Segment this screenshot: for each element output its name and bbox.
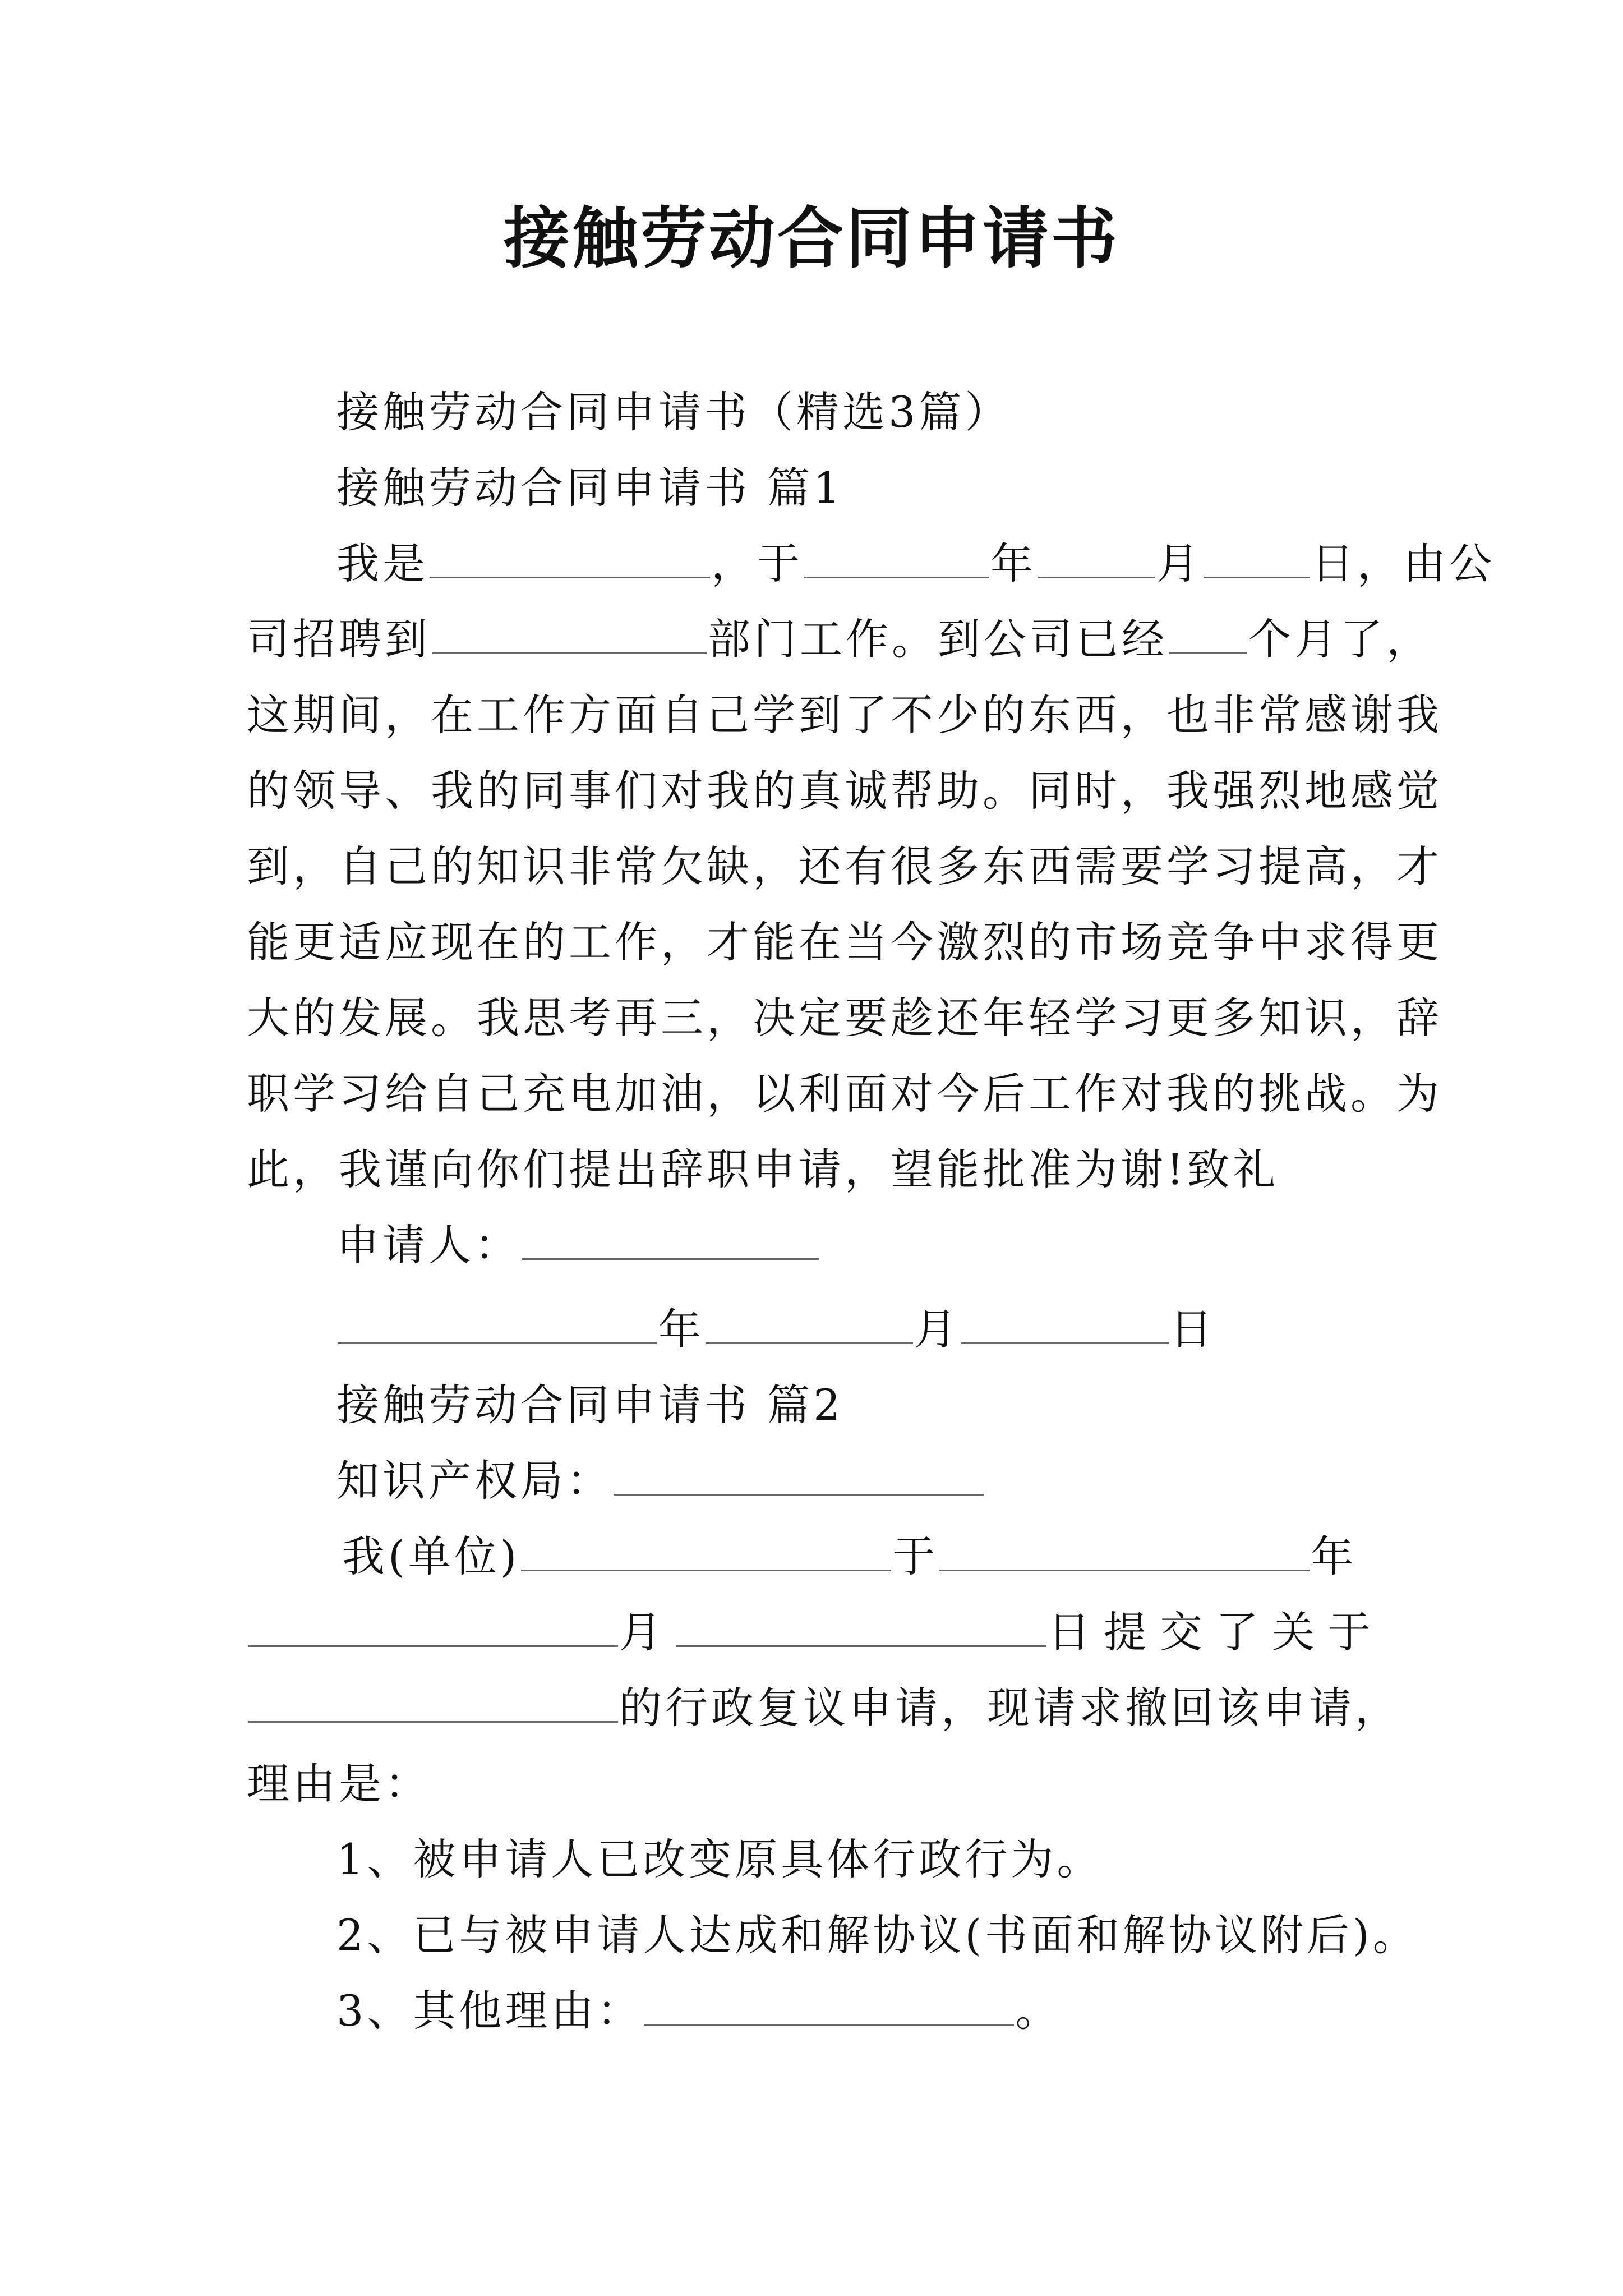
subject-blank xyxy=(248,1684,618,1723)
reason-item-2: 2、已与被申请人达成和解协议(书面和解协议附后)。 xyxy=(336,1910,1419,1960)
other-reason-blank xyxy=(644,1987,1014,2026)
part1-line-1: 我是 ，于 年 月 日，由公 xyxy=(336,539,1495,588)
office-line: 知识产权局： xyxy=(336,1450,985,1512)
submit-day-blank xyxy=(676,1608,1046,1647)
part2-line-2: 月 日提交了关于 xyxy=(247,1602,1384,1663)
day-blank xyxy=(1204,540,1310,578)
unit-blank xyxy=(521,1533,891,1571)
part1-line-6: 能更适应现在的工作，才能在当今激烈的市场竞争中求得更 xyxy=(247,917,1442,967)
submit-month-blank xyxy=(248,1608,618,1647)
part1-line-4: 的领导、我的同事们对我的真诚帮助。同时，我强烈地感觉 xyxy=(247,766,1442,816)
part2-line-1: 我(单位) 于 年 xyxy=(342,1531,1357,1581)
part1-line-8: 职学习给自己充电加油，以利面对今后工作对我的挑战。为 xyxy=(247,1069,1442,1119)
months-blank xyxy=(1169,615,1247,654)
part2-line-4: 理由是： xyxy=(247,1759,431,1809)
name-blank xyxy=(430,540,710,578)
document-subtitle: 接触劳动合同申请书（精选3篇） xyxy=(336,387,1011,437)
date-month-blank xyxy=(706,1305,913,1344)
part1-line-9: 此，我谨向你们提出辞职申请，望能批准为谢!致礼 xyxy=(247,1144,1279,1194)
year-blank xyxy=(804,540,989,578)
part1-line-2: 司招聘到 部门工作。到公司已经 个月了， xyxy=(247,614,1432,664)
date-year-blank xyxy=(338,1305,657,1344)
reason-item-3: 3、其他理由： 。 xyxy=(336,1986,1062,2036)
month-blank xyxy=(1038,540,1155,578)
reason-item-1: 1、被申请人已改变原具体行政行为。 xyxy=(336,1834,1103,1884)
submit-year-blank xyxy=(939,1533,1310,1571)
part2-heading: 接触劳动合同申请书 篇2 xyxy=(336,1380,844,1430)
office-blank xyxy=(614,1457,984,1496)
applicant-blank xyxy=(522,1221,819,1260)
date-line: 年 月 日 xyxy=(336,1299,1216,1360)
document-title: 接触劳动合同申请书 xyxy=(503,199,1119,277)
part1-line-3: 这期间，在工作方面自己学到了不少的东西，也非常感谢我 xyxy=(247,690,1442,740)
part1-line-5: 到，自己的知识非常欠缺，还有很多东西需要学习提高，才 xyxy=(247,841,1442,891)
date-day-blank xyxy=(961,1305,1169,1344)
part1-line-7: 大的发展。我思考再三，决定要趁还年轻学习更多知识，辞 xyxy=(247,993,1442,1043)
part1-heading: 接触劳动合同申请书 篇1 xyxy=(336,463,844,513)
department-blank xyxy=(432,615,707,654)
part2-line-3: 的行政复议申请，现请求撤回该申请， xyxy=(247,1677,1401,1739)
applicant-line: 申请人： xyxy=(336,1214,820,1276)
